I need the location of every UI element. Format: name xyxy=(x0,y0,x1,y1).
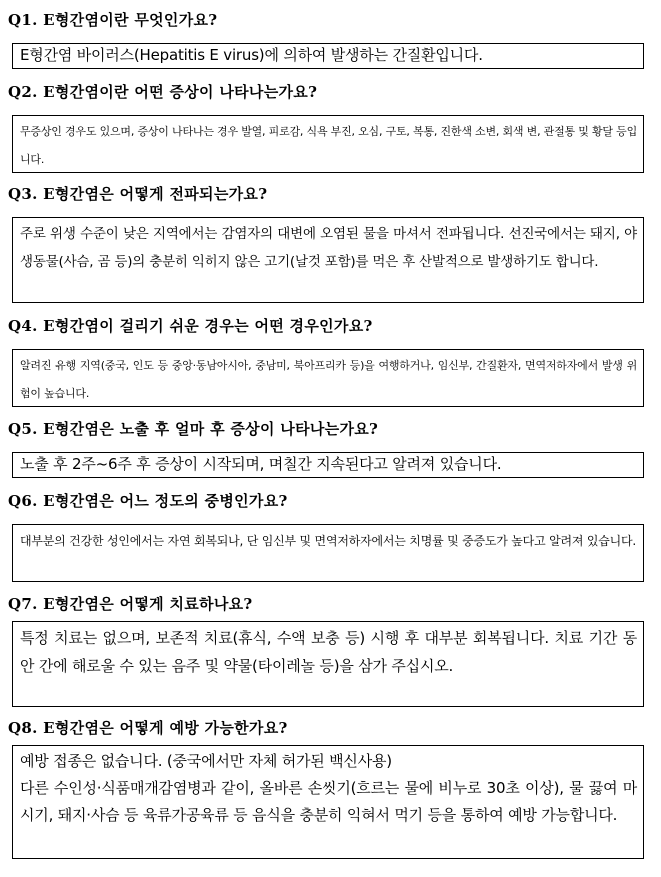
answer-box xyxy=(12,43,644,69)
answer-text: 대부분의 건강한 성인에서는 자연 회복되나, 단 임신부 및 면역저하자에서는 치명률 및 중증도가 높다고 알려져 있습니다. xyxy=(20,534,637,548)
answer-text: E형간염 바이러스(Hepatitis E virus)에 의하여 발생하는 간질환입니다. xyxy=(20,46,483,64)
answer-box xyxy=(12,621,644,707)
question-heading: Q7. E형간염은 어떻게 치료하나요? xyxy=(8,595,253,613)
question-heading: Q2. E형간염이란 어떤 증상이 나타나는가요? xyxy=(8,83,318,101)
answer-text: 알려진 유행 지역(중국, 인도 등 중앙·동남아시아, 중남미, 북아프리카 등)을 여행하거나, 임신부, 간질환자, 면역저하자에서 발생 위험이 높습니다. xyxy=(20,359,637,400)
answer-box xyxy=(12,115,644,173)
question-heading: Q5. E형간염은 노출 후 얼마 후 증상이 나타나는가요? xyxy=(8,420,379,438)
question-heading: Q6. E형간염은 어느 정도의 중병인가요? xyxy=(8,492,288,510)
question-heading: Q4. E형간염이 걸리기 쉬운 경우는 어떤 경우인가요? xyxy=(8,317,373,335)
answer-box xyxy=(12,349,644,407)
answer-text: 예방 접종은 없습니다. (중국에서만 자체 허가된 백신사용) xyxy=(20,752,392,770)
answer-box xyxy=(12,745,644,859)
answer-text: 특정 치료는 없으며, 보존적 치료(휴식, 수액 보충 등) 시행 후 대부분 회복됩니다. 치료 기간 동안 간에 해로울 수 있는 음주 및 약물(타이레놀 등)을 삼가 주십시오. xyxy=(20,629,637,675)
answer-box xyxy=(12,452,644,478)
answer-box xyxy=(12,524,644,582)
answer-box xyxy=(12,217,644,303)
question-heading: Q3. E형간염은 어떻게 전파되는가요? xyxy=(8,185,268,203)
answer-text: 노출 후 2주~6주 후 증상이 시작되며, 며칠간 지속된다고 알려져 있습니다. xyxy=(20,455,502,473)
answer-text: 무증상인 경우도 있으며, 증상이 나타나는 경우 발열, 피로감, 식욕 부진, 오심, 구토, 복통, 진한색 소변, 회색 변, 관절통 및 황달 등입니다. xyxy=(20,125,637,166)
answer-text: 주로 위생 수준이 낮은 지역에서는 감염자의 대변에 오염된 물을 마셔서 전파됩니다. 선진국에서는 돼지, 야생동물(사슴, 곰 등)의 충분히 익히지 않은 고기(날것 포함)를 먹은 후 산발적으로 발생하기도 합니다. xyxy=(20,226,637,270)
answer-text: 다른 수인성·식품매개감염병과 같이, 올바른 손씻기(흐르는 물에 비누로 30초 이상), 물 끓여 마시기, 돼지·사슴 등 육류가공육류 등 음식을 충분히 익혀서 먹기 등을 통하여 예방 가능합니다. xyxy=(20,779,637,824)
question-heading: Q8. E형간염은 어떻게 예방 가능한가요? xyxy=(8,719,288,737)
question-heading: Q1. E형간염이란 무엇인가요? xyxy=(8,11,218,29)
